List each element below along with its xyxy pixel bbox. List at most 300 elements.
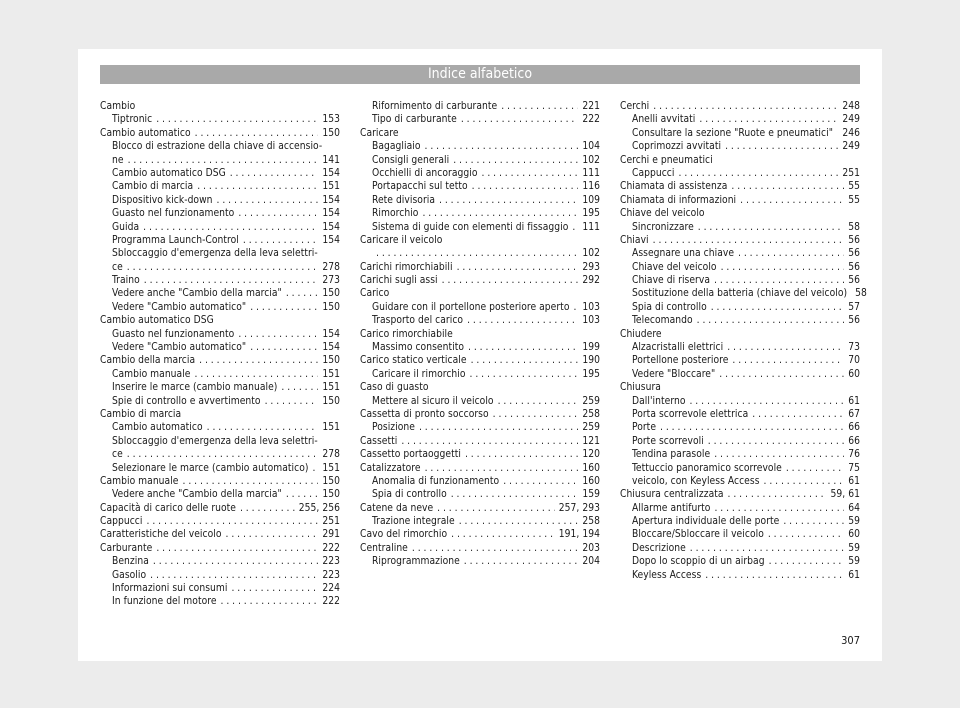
index-term: Portellone posteriore xyxy=(632,355,729,367)
dot-leader xyxy=(197,180,318,193)
dot-leader xyxy=(451,488,579,501)
dot-leader xyxy=(238,328,318,341)
dot-leader xyxy=(501,100,578,113)
index-term: Consigli generali xyxy=(372,154,450,166)
index-term: Cappucci xyxy=(100,516,143,528)
index-page-ref: 278 xyxy=(322,261,340,273)
index-page-ref: 102 xyxy=(582,154,600,166)
dot-leader xyxy=(156,542,318,555)
index-page-ref: 249 xyxy=(842,141,860,153)
index-term: Porte xyxy=(632,422,657,434)
index-term: Guasto nel funzionamento xyxy=(112,208,235,220)
index-entry xyxy=(620,555,860,568)
index-entry xyxy=(620,274,860,287)
index-page-ref: 70 xyxy=(848,355,860,367)
index-entry xyxy=(100,462,340,475)
index-page-ref: 222 xyxy=(322,596,340,608)
index-term: Alzacristalli elettrici xyxy=(632,342,724,354)
index-entry xyxy=(620,127,860,140)
index-term: Sincronizzare xyxy=(632,221,694,233)
index-term: Rete divisoria xyxy=(372,194,436,206)
dot-leader xyxy=(147,515,319,528)
index-entry xyxy=(620,448,860,461)
index-entry xyxy=(620,207,860,220)
index-page-ref: 154 xyxy=(322,194,340,206)
dot-leader xyxy=(286,287,319,300)
dot-leader xyxy=(714,502,844,515)
index-term: Cappucci xyxy=(632,167,675,179)
dot-leader xyxy=(752,408,844,421)
index-entry xyxy=(620,287,867,300)
index-page-ref: 64 xyxy=(848,502,860,514)
dot-leader xyxy=(705,569,844,582)
dot-leader xyxy=(472,180,579,193)
index-term: Chiudere xyxy=(620,328,662,340)
dot-leader xyxy=(697,314,845,327)
index-page-ref: 154 xyxy=(322,328,340,340)
index-term: Cambio automatico DSG xyxy=(100,315,214,327)
dot-leader xyxy=(653,234,845,247)
index-page-ref: 56 xyxy=(848,234,860,246)
index-term: Dopo lo scoppio di un airbag xyxy=(632,556,765,568)
index-term: Carburante xyxy=(100,542,153,554)
index-term: Chiave di riserva xyxy=(632,275,711,287)
index-entry xyxy=(100,569,340,582)
index-entry xyxy=(620,408,860,421)
index-entry xyxy=(620,113,860,126)
dot-leader xyxy=(503,475,578,488)
index-entry xyxy=(100,381,340,394)
index-entry xyxy=(100,261,340,274)
dot-leader xyxy=(698,221,844,234)
index-entry xyxy=(360,100,600,113)
dot-leader xyxy=(128,154,319,167)
index-term: Allarme antifurto xyxy=(632,502,711,514)
index-term: Keyless Access xyxy=(632,569,702,581)
index-entry xyxy=(620,100,860,113)
index-term: Apertura individuale delle porte xyxy=(632,516,780,528)
index-entry xyxy=(620,435,860,448)
index-page-ref: 223 xyxy=(322,569,340,581)
index-term: Portapacchi sul tetto xyxy=(372,181,468,193)
index-term: Bagagliaio xyxy=(372,141,421,153)
index-page-ref: 154 xyxy=(322,208,340,220)
index-term: Descrizione xyxy=(632,542,686,554)
dot-leader xyxy=(312,462,318,475)
index-page-ref: 160 xyxy=(582,462,600,474)
index-entry xyxy=(620,529,860,542)
dot-leader xyxy=(195,127,319,140)
index-entry xyxy=(100,113,340,126)
index-page-ref: 221 xyxy=(582,100,600,112)
index-term: Cambio manuale xyxy=(100,475,179,487)
dot-leader xyxy=(127,261,319,274)
index-entry xyxy=(360,475,600,488)
index-entry xyxy=(620,301,860,314)
dot-leader xyxy=(153,555,318,568)
index-term: Carico statico verticale xyxy=(360,355,467,367)
dot-leader xyxy=(465,448,578,461)
index-term: Chiavi xyxy=(620,234,649,246)
dot-leader xyxy=(721,261,845,274)
index-entry xyxy=(100,127,340,140)
index-page-ref: 111 xyxy=(582,167,600,179)
dot-leader xyxy=(764,475,845,488)
dot-leader xyxy=(453,154,578,167)
index-page-ref: 104 xyxy=(582,141,600,153)
index-term: Catene da neve xyxy=(360,502,434,514)
index-page-ref: 103 xyxy=(582,315,600,327)
index-page-ref: 154 xyxy=(322,234,340,246)
index-entry xyxy=(360,140,600,153)
index-entry xyxy=(360,421,600,434)
dot-leader xyxy=(740,194,844,207)
index-page-ref: 273 xyxy=(322,275,340,287)
index-term: Vedere "Cambio automatico" xyxy=(112,301,247,313)
index-term: Mettere al sicuro il veicolo xyxy=(372,395,494,407)
index-page-ref: 222 xyxy=(582,114,600,126)
index-page-ref: 59 xyxy=(848,556,860,568)
index-term: Carico xyxy=(360,288,390,300)
index-entry xyxy=(360,207,600,220)
index-term: Tettuccio panoramico scorrevole xyxy=(632,462,782,474)
dot-leader xyxy=(725,140,838,153)
dot-leader xyxy=(281,381,318,394)
index-term: Cambio della marcia xyxy=(100,355,196,367)
index-page-ref: 160 xyxy=(582,475,600,487)
index-entry xyxy=(360,354,600,367)
index-term: ce xyxy=(112,261,123,273)
index-page-ref: 151 xyxy=(322,181,340,193)
index-page-ref: 150 xyxy=(322,301,340,313)
index-entry xyxy=(620,261,860,274)
index-page-ref: 291 xyxy=(322,529,340,541)
index-entry xyxy=(620,140,860,153)
index-entry xyxy=(620,502,860,515)
index-entry xyxy=(100,328,340,341)
index-term: Spia di controllo xyxy=(372,489,447,501)
index-term: Carico rimorchiabile xyxy=(360,328,453,340)
index-term: Porte scorrevoli xyxy=(632,435,704,447)
index-entry xyxy=(620,542,860,555)
index-entry xyxy=(100,502,340,515)
index-entry xyxy=(100,582,340,595)
index-page-ref: 154 xyxy=(322,221,340,233)
index-page-ref: 292 xyxy=(582,275,600,287)
index-entry xyxy=(360,381,600,394)
index-entry xyxy=(360,555,600,568)
index-term: Guida xyxy=(112,221,140,233)
dot-leader xyxy=(689,395,844,408)
dot-leader xyxy=(425,462,579,475)
index-page-ref: 58 xyxy=(848,221,860,233)
index-entry xyxy=(360,167,600,180)
index-term: Cambio automatico xyxy=(112,422,203,434)
dot-leader xyxy=(238,207,318,220)
index-term: Caricare il rimorchio xyxy=(372,368,466,380)
index-term: Programma Launch-Control xyxy=(112,234,239,246)
index-page-ref: 258 xyxy=(582,516,600,528)
dot-leader xyxy=(783,515,844,528)
index-entry xyxy=(100,421,340,434)
index-term: Bloccare/Sbloccare il veicolo xyxy=(632,529,764,541)
dot-leader xyxy=(728,488,827,501)
index-entry xyxy=(620,314,860,327)
index-term: Posizione xyxy=(372,422,415,434)
dot-leader xyxy=(250,341,318,354)
index-term: Telecomando xyxy=(632,315,693,327)
index-term: Gasolio xyxy=(112,569,147,581)
dot-leader xyxy=(451,528,555,541)
index-term: Inserire le marce (cambio manuale) xyxy=(112,382,278,394)
index-term: Anomalia di funzionamento xyxy=(372,475,500,487)
index-entry xyxy=(100,221,340,234)
index-term: Porta scorrevole elettrica xyxy=(632,408,749,420)
index-term: Cambio di marcia xyxy=(100,408,182,420)
index-term: Benzina xyxy=(112,556,149,568)
dot-leader xyxy=(231,582,318,595)
index-term: Traino xyxy=(112,275,140,287)
index-term: Vedere "Bloccare" xyxy=(632,368,716,380)
index-entry xyxy=(100,341,340,354)
index-entry xyxy=(620,462,860,475)
index-page-ref: 223 xyxy=(322,556,340,568)
index-entry xyxy=(620,180,860,193)
index-page-ref: 159 xyxy=(582,489,600,501)
index-term: Vedere "Cambio automatico" xyxy=(112,342,247,354)
dot-leader xyxy=(837,127,838,140)
index-entry xyxy=(360,341,600,354)
dot-leader xyxy=(464,555,579,568)
index-page-ref: 61 xyxy=(848,475,860,487)
dot-leader xyxy=(442,274,579,287)
index-entry xyxy=(620,475,860,488)
index-entry xyxy=(360,515,600,528)
dot-leader xyxy=(422,207,578,220)
index-entry xyxy=(100,408,340,421)
dot-leader xyxy=(401,435,578,448)
dot-leader xyxy=(127,448,319,461)
index-page-ref: 60 xyxy=(848,368,860,380)
index-term: Cambio automatico DSG xyxy=(112,167,226,179)
index-term: Cassetta di pronto soccorso xyxy=(360,408,489,420)
index-entry xyxy=(620,368,860,381)
index-term: Cassetto portaoggetti xyxy=(360,449,461,461)
index-term: Spie di controllo e avvertimento xyxy=(112,395,261,407)
dot-leader xyxy=(768,528,844,541)
index-term: Chiusura xyxy=(620,382,661,394)
index-page-ref: 150 xyxy=(322,395,340,407)
index-entry xyxy=(360,127,600,140)
index-term: Chiave del veicolo xyxy=(632,261,717,273)
index-entry xyxy=(620,328,860,341)
dot-leader xyxy=(425,140,579,153)
dot-leader xyxy=(769,555,845,568)
index-term: Assegnare una chiave xyxy=(632,248,735,260)
index-entry xyxy=(100,368,340,381)
index-term: Rifornimento di carburante xyxy=(372,100,498,112)
index-term: Anelli avvitati xyxy=(632,114,696,126)
index-page-ref: 56 xyxy=(848,248,860,260)
dot-leader xyxy=(199,354,318,367)
dot-leader xyxy=(183,475,319,488)
index-page-ref: 258 xyxy=(582,408,600,420)
dot-leader xyxy=(461,113,579,126)
index-term: Guasto nel funzionamento xyxy=(112,328,235,340)
index-page-ref: 116 xyxy=(582,181,600,193)
dot-leader xyxy=(738,247,844,260)
index-term: Informazioni sui consumi xyxy=(112,583,228,595)
index-entry xyxy=(620,395,860,408)
dot-leader xyxy=(714,448,844,461)
index-page-ref: 150 xyxy=(322,489,340,501)
index-entry xyxy=(100,140,340,153)
dot-leader xyxy=(690,542,844,555)
index-term: Rimorchio xyxy=(372,208,419,220)
index-page-ref: 154 xyxy=(322,342,340,354)
index-page-ref: 59, 61 xyxy=(830,489,860,501)
index-term: Tiptronic xyxy=(112,114,153,126)
dot-leader xyxy=(482,167,579,180)
dot-leader xyxy=(286,488,319,501)
dot-leader xyxy=(240,502,295,515)
dot-leader xyxy=(786,462,844,475)
index-entry xyxy=(620,354,860,367)
index-entry xyxy=(360,274,600,287)
index-column-2 xyxy=(360,100,600,569)
index-page-ref: 151 xyxy=(322,462,340,474)
index-entry xyxy=(100,287,340,300)
dot-leader xyxy=(679,167,839,180)
index-term: Guidare con il portellone posteriore aperto xyxy=(372,301,570,313)
index-page-ref: 293 xyxy=(582,261,600,273)
index-page-ref: 224 xyxy=(322,583,340,595)
index-entry xyxy=(100,234,340,247)
index-page-ref: 57 xyxy=(848,301,860,313)
index-term: Carichi sugli assi xyxy=(360,275,438,287)
index-entry xyxy=(100,395,340,408)
dot-leader xyxy=(468,341,578,354)
index-entry xyxy=(360,247,600,260)
index-entry xyxy=(100,515,340,528)
index-page-ref: 56 xyxy=(848,315,860,327)
dot-leader xyxy=(459,515,579,528)
index-page-ref: 150 xyxy=(322,288,340,300)
index-entry xyxy=(360,154,600,167)
index-page-ref: 154 xyxy=(322,167,340,179)
index-entry xyxy=(100,475,340,488)
index-entry xyxy=(360,435,600,448)
index-page-ref: 56 xyxy=(848,261,860,273)
index-page-ref: 67 xyxy=(848,408,860,420)
index-entry xyxy=(620,167,860,180)
index-term: Cerchi e pneumatici xyxy=(620,154,713,166)
index-entry xyxy=(100,595,340,608)
index-term: ne xyxy=(112,154,124,166)
index-entry xyxy=(100,314,340,327)
index-entry xyxy=(620,569,860,582)
index-page-ref: 61 xyxy=(848,395,860,407)
index-page-ref: 59 xyxy=(848,542,860,554)
index-entry xyxy=(100,354,340,367)
dot-leader xyxy=(226,528,319,541)
index-entry xyxy=(100,435,340,448)
index-term: Capacità di carico delle ruote xyxy=(100,502,236,514)
index-term: Massimo consentito xyxy=(372,342,464,354)
index-page-ref: 203 xyxy=(582,542,600,554)
index-entry xyxy=(100,194,340,207)
index-entry xyxy=(100,167,340,180)
index-entry xyxy=(100,274,340,287)
dot-leader xyxy=(243,234,318,247)
index-page-ref: 73 xyxy=(848,342,860,354)
index-entry xyxy=(100,247,340,260)
index-page-ref: 249 xyxy=(842,114,860,126)
index-entry xyxy=(100,529,340,542)
index-entry xyxy=(620,154,860,167)
index-entry xyxy=(100,488,340,501)
index-column-1 xyxy=(100,100,340,609)
index-term: Centraline xyxy=(360,542,408,554)
index-entry xyxy=(620,421,860,434)
dot-leader xyxy=(719,368,844,381)
index-page-ref: 151 xyxy=(322,368,340,380)
index-page-ref: 150 xyxy=(322,127,340,139)
index-entry xyxy=(620,488,860,501)
index-entry xyxy=(360,287,600,300)
index-entry xyxy=(620,234,860,247)
dot-leader xyxy=(708,435,844,448)
index-term: Dall'interno xyxy=(632,395,686,407)
dot-leader xyxy=(143,221,318,234)
index-entry xyxy=(360,462,600,475)
index-term: Cambio di marcia xyxy=(112,181,194,193)
index-entry xyxy=(360,368,600,381)
dot-leader xyxy=(217,194,319,207)
index-term: Carichi rimorchiabili xyxy=(360,261,453,273)
document-page xyxy=(78,49,882,661)
index-entry xyxy=(360,542,600,555)
index-term: Trasporto del carico xyxy=(372,315,464,327)
index-page-ref: 195 xyxy=(582,368,600,380)
index-page-ref: 251 xyxy=(842,167,860,179)
index-page-ref: 259 xyxy=(582,422,600,434)
index-entry xyxy=(360,328,600,341)
index-entry xyxy=(360,529,600,542)
index-page-ref: 66 xyxy=(848,422,860,434)
index-page-ref: 191, 194 xyxy=(558,529,600,541)
index-term: Dispositivo kick-down xyxy=(112,194,213,206)
index-term: In funzione del motore xyxy=(112,596,217,608)
dot-leader xyxy=(250,301,318,314)
index-entry xyxy=(100,154,340,167)
dot-leader xyxy=(439,194,578,207)
index-term: Caricare xyxy=(360,127,399,139)
index-term: Sbloccaggio d'emergenza della leva selettri- xyxy=(112,248,318,260)
index-page-ref: 246 xyxy=(842,127,860,139)
index-entry xyxy=(360,180,600,193)
index-entry xyxy=(360,261,600,274)
header-title: Indice alfabetico xyxy=(427,66,533,82)
index-entry xyxy=(100,542,340,555)
dot-leader xyxy=(467,314,578,327)
dot-leader xyxy=(471,354,579,367)
index-page-ref: 60 xyxy=(848,529,860,541)
index-page-ref: 257, 293 xyxy=(558,502,600,514)
index-term: Chiamata di informazioni xyxy=(620,194,737,206)
dot-leader xyxy=(660,421,844,434)
index-entry xyxy=(100,100,340,113)
